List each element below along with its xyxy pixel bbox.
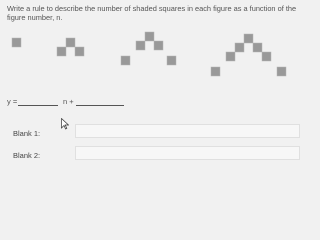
blank-1-input[interactable]: [75, 124, 300, 138]
blank-1-label: Blank 1:: [13, 129, 41, 138]
shaded-square: [244, 34, 253, 43]
shaded-square: [262, 52, 271, 61]
shaded-square: [12, 38, 21, 47]
figure-4: [211, 34, 286, 76]
shaded-square: [75, 47, 84, 56]
blank-2-input[interactable]: [75, 146, 300, 160]
shaded-square: [154, 41, 163, 50]
figure-2: [57, 38, 84, 56]
shaded-square: [121, 56, 130, 65]
figure-3: [121, 32, 176, 65]
figure-1: [12, 38, 21, 47]
answer-row-2: [0, 143, 307, 165]
equation-lhs: y =: [7, 97, 18, 106]
shaded-square: [66, 38, 75, 47]
shaded-square: [211, 67, 220, 76]
shaded-square: [253, 43, 262, 52]
shaded-square: [235, 43, 244, 52]
shaded-square: [277, 67, 286, 76]
shaded-square: [136, 41, 145, 50]
answer-row-1: [0, 121, 307, 143]
blank-2-label: Blank 2:: [13, 151, 41, 160]
shaded-square: [57, 47, 66, 56]
blank-1-line: [18, 105, 58, 106]
shaded-square: [226, 52, 235, 61]
blank-2-line: [76, 105, 124, 106]
shaded-square: [145, 32, 154, 41]
shaded-square: [167, 56, 176, 65]
question-prompt: Write a rule to describe the number of shaded squares in each figure as a function of the figure number, n.: [7, 4, 297, 22]
figure-sequence: [0, 0, 307, 90]
equation-middle: n +: [63, 97, 74, 106]
mouse-pointer-icon: [61, 118, 69, 130]
